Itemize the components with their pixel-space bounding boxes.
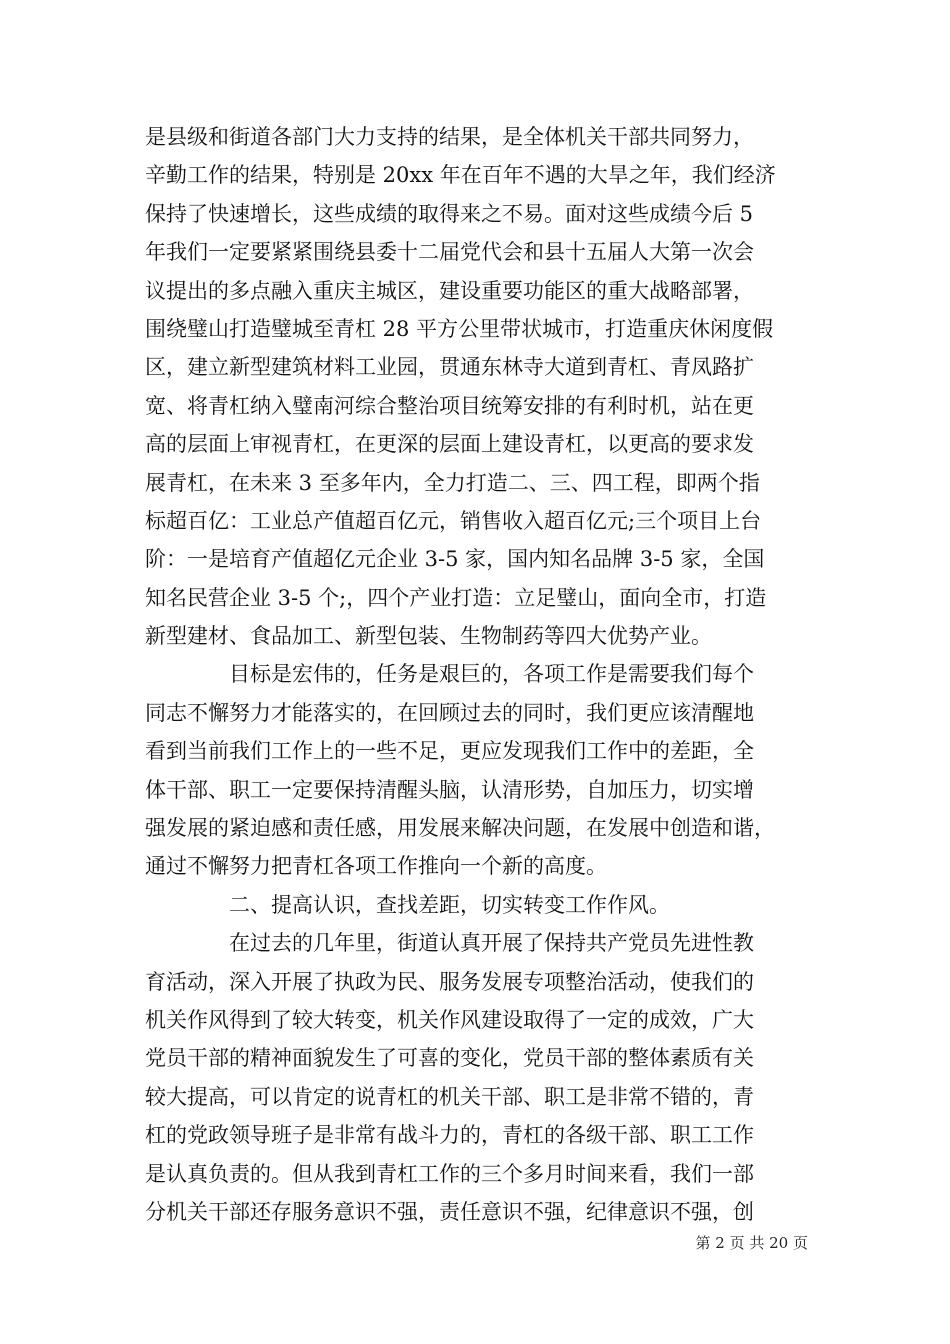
- text-line: 阶：一是培育产值超亿元企业 3-5 家，国内知名品牌 3-5 家，全国: [145, 547, 765, 572]
- text-line: 辛勤工作的结果，特别是 20xx 年在百年不遇的大旱之年，我们经济: [145, 163, 776, 188]
- text-line: 分机关干部还存服务意识不强，责任意识不强，纪律意识不强，创: [145, 1199, 754, 1224]
- text-line: 育活动，深入开展了执政为民、服务发展专项整治活动，使我们的: [145, 969, 754, 994]
- text-line: 强发展的紧迫感和责任感，用发展来解决问题，在发展中创造和谐，: [145, 816, 775, 841]
- text-line: 知名民营企业 3-5 个;，四个产业打造：立足璧山，面向全市，打造: [145, 585, 767, 610]
- section-heading: 二、提高认识，查找差距，切实转变工作作风。: [145, 892, 670, 917]
- document-body: [145, 118, 810, 1231]
- text-line: 展青杠，在未来 3 至多年内，全力打造二、三、四工程，即两个指: [145, 470, 760, 495]
- text-line: 同志不懈努力才能落实的，在回顾过去的同时，我们更应该清醒地: [145, 700, 754, 725]
- page-number-footer: 第 2 页 共 20 页: [695, 1234, 808, 1252]
- text-line: 看到当前我们工作上的一些不足，更应发现我们工作中的差距，全: [145, 739, 754, 764]
- text-line: 在过去的几年里，街道认真开展了保持共产党员先进性教: [145, 931, 754, 956]
- text-line: 高的层面上审视青杠，在更深的层面上建设青杠，以更高的要求发: [145, 432, 754, 457]
- text-line: 保持了快速增长，这些成绩的取得来之不易。面对这些成绩今后 5: [145, 201, 754, 226]
- text-line: 通过不懈努力把青杠各项工作推向一个新的高度。: [145, 854, 607, 879]
- text-line: 是县级和街道各部门大力支持的结果，是全体机关干部共同努力，: [145, 125, 754, 149]
- text-line: 标超百亿：工业总产值超百亿元，销售收入超百亿元;三个项目上台: [145, 508, 762, 533]
- text-line: 议提出的多点融入重庆主城区，建设重要功能区的重大战略部署，: [145, 278, 754, 303]
- text-line: 党员干部的精神面貌发生了可喜的变化，党员干部的整体素质有关: [145, 1046, 754, 1071]
- text-line: 年我们一定要紧紧围绕县委十二届党代会和县十五届人大第一次会: [145, 240, 754, 265]
- text-line: 较大提高，可以肯定的说青杠的机关干部、职工是非常不错的，青: [145, 1084, 754, 1109]
- text-line: 体干部、职工一定要保持清醒头脑，认清形势，自加压力，切实增: [145, 777, 754, 802]
- text-line: 宽、将青杠纳入璧南河综合整治项目统筹安排的有利时机，站在更: [145, 393, 754, 418]
- text-line: 区，建立新型建筑材料工业园，贯通东林寺大道到青杠、青凤路扩: [145, 355, 754, 380]
- text-line: 机关作风得到了较大转变，机关作风建设取得了一定的成效，广大: [145, 1007, 754, 1032]
- text-line: 是认真负责的。但从我到青杠工作的三个多月时间来看，我们一部: [145, 1161, 754, 1186]
- text-line: 杠的党政领导班子是非常有战斗力的，青杠的各级干部、职工工作: [145, 1123, 754, 1148]
- text-line: 围绕璧山打造璧城至青杠 28 平方公里带状城市，打造重庆休闲度假: [145, 316, 774, 341]
- text-line: 目标是宏伟的，任务是艰巨的，各项工作是需要我们每个: [145, 662, 754, 687]
- text-line: 新型建材、食品加工、新型包装、生物制药等四大优势产业。: [145, 624, 712, 649]
